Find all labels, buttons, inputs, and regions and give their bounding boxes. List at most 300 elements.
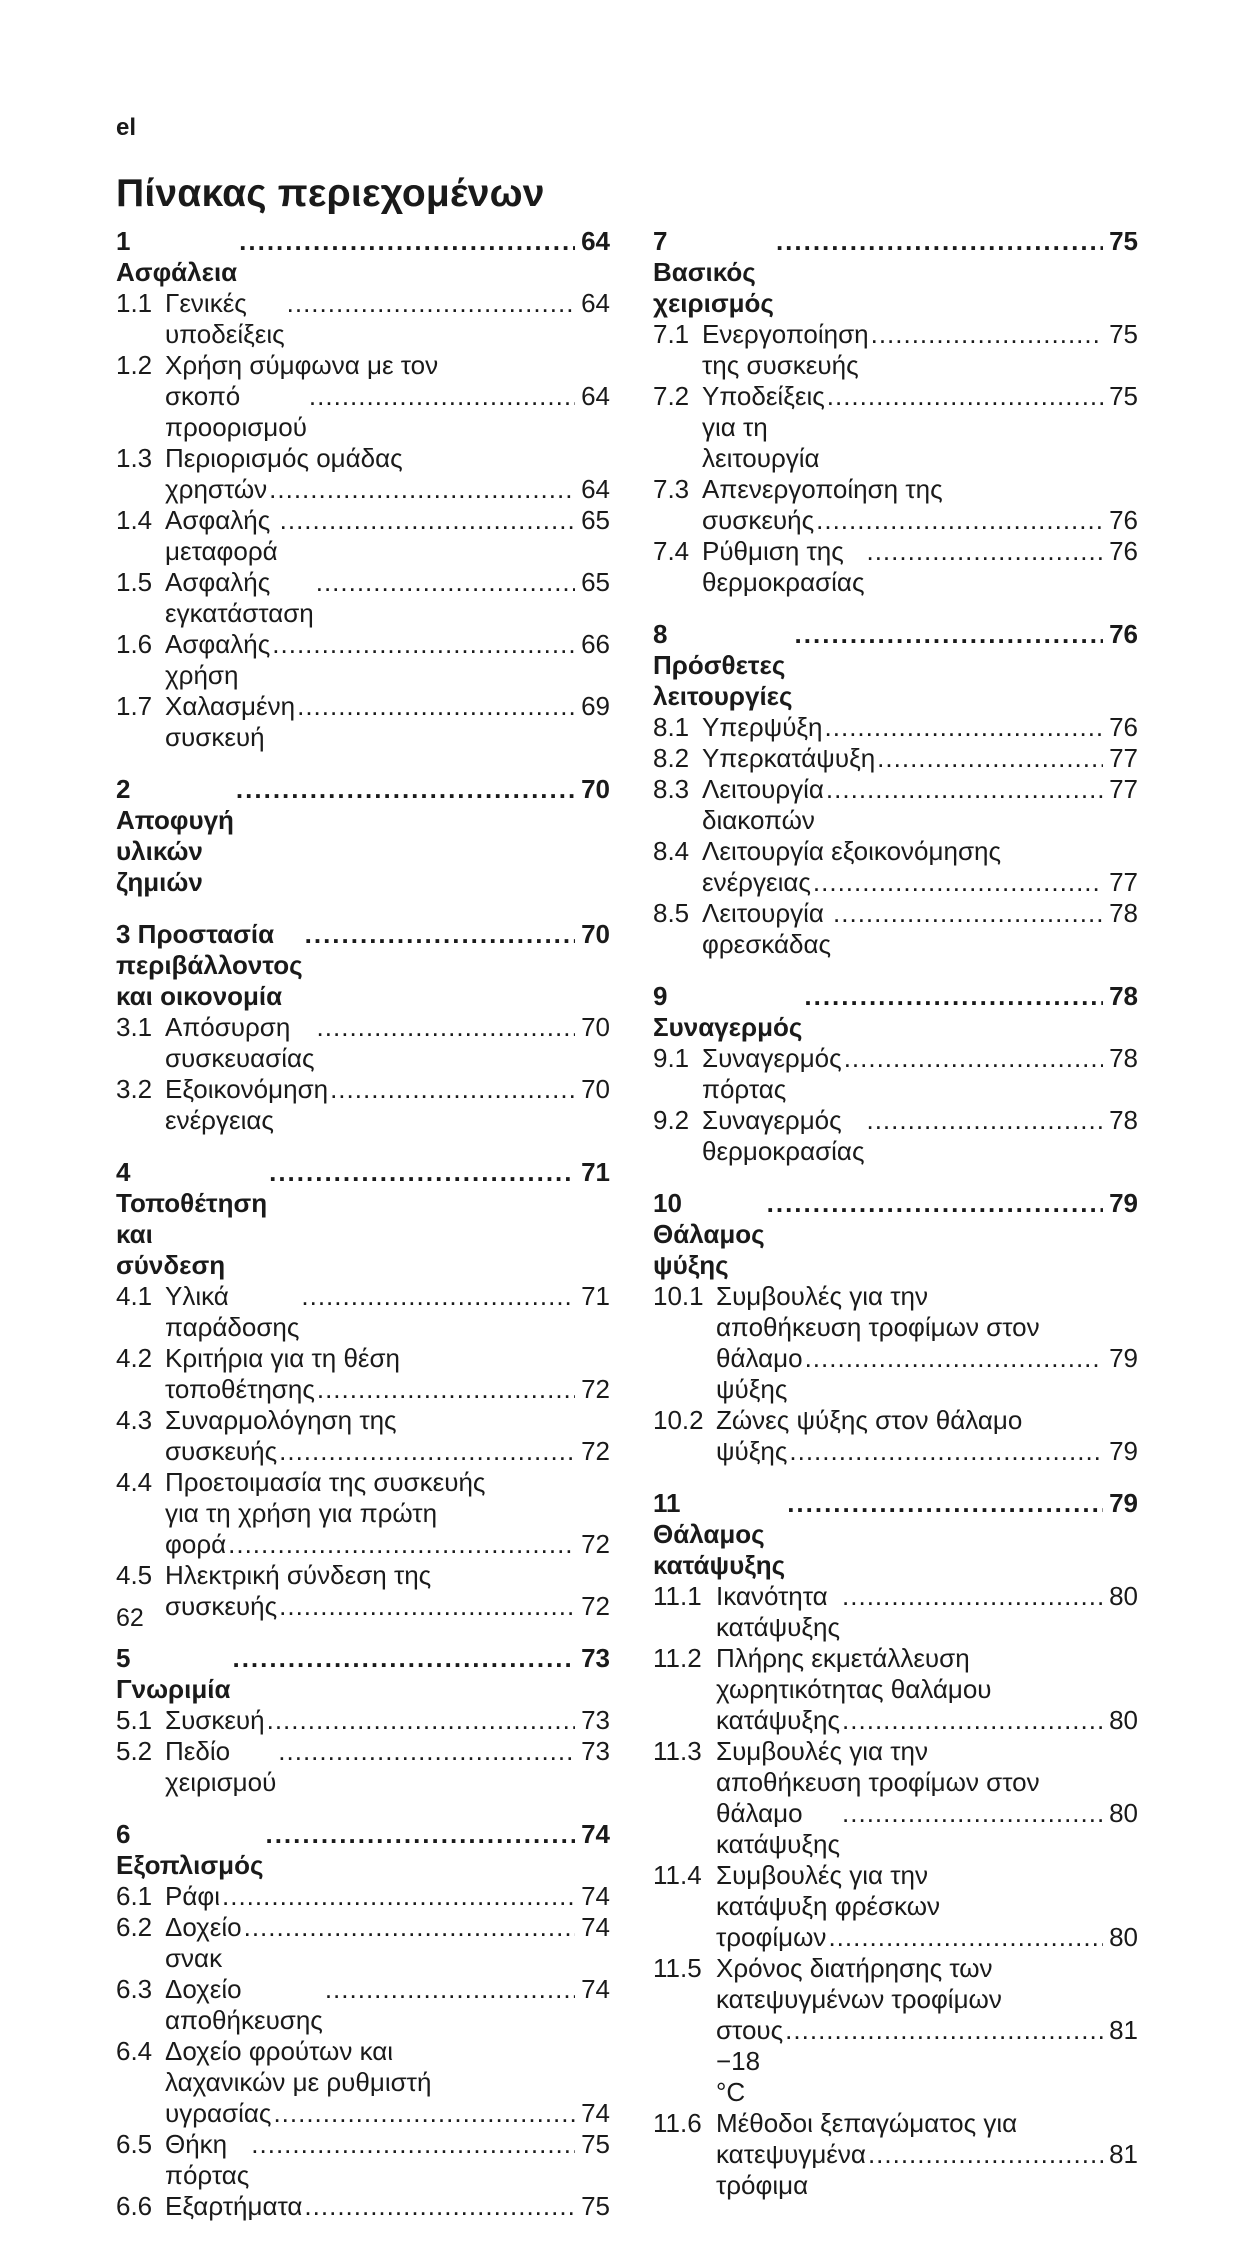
entry-title: Γενικές υποδείξεις	[165, 288, 285, 349]
dot-leader	[309, 381, 575, 412]
entry-last-line	[165, 1736, 610, 1798]
toc-section	[116, 1643, 610, 1798]
entry-last-line	[165, 1881, 610, 1912]
entry-title: συσκευής	[165, 1436, 278, 1466]
chapter-page: 76	[1109, 619, 1138, 649]
dot-leader	[272, 629, 575, 660]
entry-page: 66	[581, 629, 610, 659]
entry-number: 4.4	[116, 1467, 153, 1497]
entry-page: 74	[581, 1912, 610, 1942]
entry-page: 78	[1109, 898, 1138, 928]
entry-body	[702, 774, 1138, 836]
entry-page: 72	[581, 1436, 610, 1466]
entry-page: 75	[1109, 381, 1138, 411]
entry-text-line: για τη χρήση για πρώτη	[165, 1498, 438, 1528]
toc-entry-link[interactable]	[653, 1581, 1138, 1643]
entry-last-line	[702, 536, 1138, 598]
entry-body	[165, 1974, 610, 2036]
entry-title: χρηστών	[165, 474, 268, 504]
chapter-page: 79	[1109, 1188, 1138, 1218]
dot-leader	[280, 505, 575, 536]
entry-number: 8.3	[653, 774, 690, 804]
toc-entry-link[interactable]	[116, 1705, 610, 1736]
entry-body	[165, 1281, 610, 1343]
entry-text-line: Συμβουλές για την	[716, 1860, 929, 1890]
entry-title: κατεψυγμένα τρόφιμα	[716, 2139, 866, 2200]
entry-number: 1.7	[116, 691, 153, 721]
language-code: el	[116, 114, 137, 141]
entry-page: 80	[1109, 1705, 1138, 1735]
entry-body	[165, 1881, 610, 1912]
entry-title: Συσκευή	[165, 1705, 265, 1735]
entry-number: 9.1	[653, 1043, 690, 1073]
entry-last-line	[716, 1343, 1138, 1405]
chapter-title: 2 Αποφυγή υλικών ζημιών	[116, 774, 234, 897]
toc-entry-link[interactable]	[116, 505, 610, 567]
entry-number: 11.5	[653, 1953, 702, 1983]
dot-leader	[305, 919, 575, 950]
toc-chapter-link[interactable]	[116, 1819, 610, 1881]
page-title: Πίνακας περιεχομένων	[116, 172, 545, 215]
entry-body	[165, 691, 610, 753]
entry-body	[165, 1343, 610, 1405]
entry-page: 73	[581, 1705, 610, 1735]
entry-last-line	[716, 1705, 1138, 1736]
toc-entry-link[interactable]	[116, 2036, 610, 2129]
entry-last-line	[165, 2129, 610, 2191]
dot-leader	[816, 505, 1103, 536]
toc-chapter-link[interactable]	[116, 1157, 610, 1281]
entry-title: φορά	[165, 1529, 227, 1559]
entry-last-line	[165, 381, 610, 443]
chapter-title: 10 Θάλαμος ψύξης	[653, 1188, 765, 1280]
toc-entry-link[interactable]	[116, 629, 610, 691]
dot-leader	[833, 898, 1103, 929]
entry-text-line: Χρόνος διατήρησης των	[716, 1953, 993, 1983]
dot-leader	[866, 536, 1103, 567]
toc-chapter-link[interactable]	[653, 226, 1138, 319]
chapter-page: 70	[581, 774, 610, 804]
entry-text-line: Συναρμολόγηση της	[165, 1405, 397, 1435]
entry-title: Θήκη πόρτας	[165, 2129, 250, 2190]
toc-entry-link[interactable]	[653, 1953, 1138, 2108]
dot-leader	[789, 1436, 1103, 1467]
toc-entry-link[interactable]	[116, 1560, 610, 1622]
chapter-page: 74	[581, 1819, 610, 1849]
toc-chapter-link[interactable]	[653, 619, 1138, 712]
toc-entry-link[interactable]	[116, 2191, 610, 2222]
entry-page: 81	[1109, 2015, 1138, 2045]
entry-text-line: χωρητικότητας θαλάμου	[716, 1674, 992, 1704]
toc-entry-link[interactable]	[116, 691, 610, 753]
toc-entry-link[interactable]	[653, 1860, 1138, 1953]
entry-body	[702, 381, 1138, 474]
entry-page: 75	[581, 2191, 610, 2221]
toc-entry-link[interactable]	[116, 2129, 610, 2191]
toc-entry-link[interactable]	[653, 1043, 1138, 1105]
entry-title: Ασφαλής χρήση	[165, 629, 271, 690]
entry-title: τοποθέτησης	[165, 1374, 315, 1404]
toc-entry-link[interactable]	[653, 1405, 1138, 1467]
toc-chapter-link[interactable]	[653, 1488, 1138, 1581]
dot-leader	[813, 867, 1103, 898]
entry-last-line	[702, 867, 1138, 898]
toc-entry-link[interactable]	[116, 1881, 610, 1912]
entry-body	[702, 1105, 1138, 1167]
entry-title: Δοχείο σνακ	[165, 1912, 242, 1973]
dot-leader	[842, 1581, 1103, 1612]
toc-chapter-link[interactable]	[116, 919, 610, 1012]
entry-number: 5.1	[116, 1705, 153, 1735]
entry-text-line: κατεψυγμένων τροφίμων	[716, 1984, 1002, 2014]
entry-number: 11.4	[653, 1860, 702, 1890]
dot-leader	[269, 474, 575, 505]
entry-page: 70	[581, 1012, 610, 1042]
entry-last-line	[716, 2139, 1138, 2201]
toc-entry-link[interactable]	[116, 350, 610, 443]
entry-number: 6.1	[116, 1881, 153, 1911]
chapter-page: 64	[581, 226, 610, 256]
entry-last-line	[716, 2015, 1138, 2108]
toc-chapter-link[interactable]	[116, 226, 610, 288]
entry-last-line	[165, 1012, 610, 1074]
toc-section	[653, 981, 1138, 1167]
entry-title: τροφίμων	[716, 1922, 827, 1952]
entry-number: 7.1	[653, 319, 690, 349]
entry-title: Υπερψύξη	[702, 712, 823, 742]
entry-title: υγρασίας	[165, 2098, 272, 2128]
entry-last-line	[165, 691, 610, 753]
toc-entry-link[interactable]	[653, 743, 1138, 774]
chapter-title: 4 Τοποθέτηση και σύνδεση	[116, 1157, 268, 1280]
entry-title: στους −18 °C	[716, 2015, 784, 2107]
dot-leader	[868, 2139, 1103, 2170]
toc-entry-link[interactable]	[653, 1281, 1138, 1405]
entry-last-line	[165, 288, 610, 350]
toc-entry-link[interactable]	[653, 1736, 1138, 1860]
entry-number: 6.6	[116, 2191, 153, 2221]
entry-number: 1.4	[116, 505, 153, 535]
entry-title: Πεδίο χειρισμού	[165, 1736, 277, 1797]
dot-leader	[267, 1705, 575, 1736]
dot-leader	[877, 743, 1103, 774]
toc-entry-link[interactable]	[116, 1467, 610, 1560]
entry-page: 80	[1109, 1798, 1138, 1828]
chapter-page: 78	[1109, 981, 1138, 1011]
entry-title: σκοπό προορισμού	[165, 381, 307, 442]
toc-entry-link[interactable]	[116, 1912, 610, 1974]
toc-entry-link[interactable]	[116, 288, 610, 350]
entry-text-line: Συμβουλές για την	[716, 1736, 929, 1766]
entry-number: 7.3	[653, 474, 690, 504]
entry-body	[165, 505, 610, 567]
entry-text-line: αποθήκευση τροφίμων στον	[716, 1312, 1040, 1342]
toc-entry-link[interactable]	[116, 1974, 610, 2036]
entry-page: 77	[1109, 774, 1138, 804]
entry-text-line: Λειτουργία εξοικονόμησης	[702, 836, 1001, 866]
entry-text-line: Ζώνες ψύξης στον θάλαμο	[716, 1405, 1023, 1435]
entry-title: Ρύθμιση της θερμοκρασίας	[702, 536, 865, 597]
entry-number: 6.3	[116, 1974, 153, 2004]
entry-number: 4.2	[116, 1343, 153, 1373]
entry-last-line	[716, 1798, 1138, 1860]
toc-chapter-link[interactable]	[116, 1643, 610, 1705]
entry-number: 11.3	[653, 1736, 702, 1766]
entry-number: 1.6	[116, 629, 153, 659]
toc-entry-link[interactable]	[653, 319, 1138, 381]
entry-body	[716, 1736, 1138, 1860]
entry-title: Εξοικονόμηση ενέργειας	[165, 1074, 329, 1135]
dot-leader	[279, 1436, 575, 1467]
entry-body	[165, 2129, 610, 2191]
toc-column-left	[116, 226, 610, 2243]
entry-body	[165, 1560, 610, 1622]
entry-title: Συναγερμός πόρτας	[702, 1043, 842, 1104]
dot-leader	[787, 1488, 1103, 1519]
chapter-title: 7 Βασικός χειρισμός	[653, 226, 774, 318]
entry-text-line: αποθήκευση τροφίμων στον	[716, 1767, 1040, 1797]
chapter-title: 6 Εξοπλισμός	[116, 1819, 264, 1880]
toc-entry-link[interactable]	[653, 836, 1138, 898]
entry-title: συσκευής	[165, 1591, 278, 1621]
dot-leader	[273, 2098, 575, 2129]
chapter-title: 9 Συναγερμός	[653, 981, 803, 1042]
entry-page: 77	[1109, 743, 1138, 773]
entry-body	[702, 474, 1138, 536]
entry-last-line	[165, 474, 610, 505]
entry-page: 64	[581, 381, 610, 411]
entry-body	[165, 567, 610, 629]
entry-page: 72	[581, 1529, 610, 1559]
entry-number: 10.1	[653, 1281, 704, 1311]
entry-text-line: λαχανικών με ρυθμιστή	[165, 2067, 432, 2097]
entry-title: Συναγερμός θερμοκρασίας	[702, 1105, 865, 1166]
entry-body	[716, 1405, 1138, 1467]
toc-entry-link[interactable]	[116, 1012, 610, 1074]
entry-title: Ασφαλής εγκατάσταση	[165, 567, 314, 628]
dot-leader	[776, 226, 1103, 257]
entry-last-line	[165, 2098, 610, 2129]
page-number: 62	[116, 1604, 144, 1632]
dot-leader	[222, 1881, 575, 1912]
chapter-page: 79	[1109, 1488, 1138, 1518]
entry-body	[702, 319, 1138, 381]
dot-leader	[330, 1074, 575, 1105]
entry-text-line: Κριτήρια για τη θέση	[165, 1343, 401, 1373]
entry-number: 6.2	[116, 1912, 153, 1942]
toc-entry-link[interactable]	[653, 536, 1138, 598]
entry-body	[165, 2036, 610, 2129]
entry-body	[716, 1581, 1138, 1643]
entry-page: 65	[581, 567, 610, 597]
entry-title: ψύξης	[716, 1436, 788, 1466]
dot-leader	[269, 1157, 575, 1188]
entry-text-line: Περιορισμός ομάδας	[165, 443, 403, 473]
entry-page: 75	[1109, 319, 1138, 349]
entry-last-line	[716, 1436, 1138, 1467]
dot-leader	[232, 1643, 575, 1674]
entry-page: 78	[1109, 1105, 1138, 1135]
entry-title: Ασφαλής μεταφορά	[165, 505, 278, 566]
chapter-title: 11 Θάλαμος κατάψυξης	[653, 1488, 786, 1580]
dot-leader	[804, 981, 1103, 1012]
entry-last-line	[702, 743, 1138, 774]
entry-number: 6.5	[116, 2129, 153, 2159]
toc-entry-link[interactable]	[653, 2108, 1138, 2201]
entry-page: 71	[581, 1281, 610, 1311]
dot-leader	[278, 1736, 575, 1767]
entry-title: ενέργειας	[702, 867, 811, 897]
toc-entry-link[interactable]	[116, 567, 610, 629]
toc-chapter-link[interactable]	[653, 1188, 1138, 1281]
entry-title: Απόσυρση συσκευασίας	[165, 1012, 315, 1073]
entry-page: 79	[1109, 1343, 1138, 1373]
toc-section	[653, 226, 1138, 598]
entry-text-line: κατάψυξη φρέσκων	[716, 1891, 940, 1921]
dot-leader	[826, 774, 1103, 805]
chapter-title: 8 Πρόσθετες λειτουργίες	[653, 619, 793, 711]
entry-number: 8.2	[653, 743, 690, 773]
entry-page: 75	[581, 2129, 610, 2159]
entry-title: Υπερκατάψυξη	[702, 743, 876, 773]
toc-entry-link[interactable]	[653, 474, 1138, 536]
toc-entry-link[interactable]	[116, 1343, 610, 1405]
chapter-title: 5 Γνωριμία	[116, 1643, 231, 1704]
entry-text-line: Ηλεκτρική σύνδεση της	[165, 1560, 432, 1590]
entry-page: 73	[581, 1736, 610, 1766]
dot-leader	[827, 381, 1103, 412]
entry-last-line	[702, 712, 1138, 743]
toc-entry-link[interactable]	[116, 443, 610, 505]
entry-number: 10.2	[653, 1405, 704, 1435]
dot-leader	[844, 1043, 1103, 1074]
toc-entry-link[interactable]	[116, 1074, 610, 1136]
entry-body	[716, 2108, 1138, 2201]
entry-title: Εξαρτήματα	[165, 2191, 303, 2221]
chapter-page: 71	[581, 1157, 610, 1187]
entry-page: 77	[1109, 867, 1138, 897]
entry-title: Ράφι	[165, 1881, 221, 1911]
entry-body	[165, 2191, 610, 2222]
entry-number: 7.4	[653, 536, 690, 566]
entry-title: θάλαμο κατάψυξης	[716, 1798, 841, 1859]
entry-page: 72	[581, 1374, 610, 1404]
dot-leader	[871, 319, 1103, 350]
toc-section	[653, 1188, 1138, 1467]
dot-leader	[842, 1705, 1103, 1736]
toc-entry-link[interactable]	[653, 381, 1138, 474]
entry-title: Δοχείο αποθήκευσης	[165, 1974, 323, 2035]
entry-page: 65	[581, 505, 610, 535]
entry-number: 7.2	[653, 381, 690, 411]
toc-entry-link[interactable]	[653, 712, 1138, 743]
entry-last-line	[165, 1912, 610, 1974]
toc-entry-link[interactable]	[653, 774, 1138, 836]
entry-page: 69	[581, 691, 610, 721]
toc-entry-link[interactable]	[116, 1405, 610, 1467]
entry-number: 11.2	[653, 1643, 702, 1673]
entry-number: 8.5	[653, 898, 690, 928]
entry-text-line: Μέθοδοι ξεπαγώματος για	[716, 2108, 1018, 2138]
entry-body	[165, 1467, 610, 1560]
entry-last-line	[165, 1281, 610, 1343]
toc-entry-link[interactable]	[116, 1736, 610, 1798]
dot-leader	[304, 2191, 575, 2222]
entry-number: 4.3	[116, 1405, 153, 1435]
toc-entry-link[interactable]	[653, 898, 1138, 960]
chapter-title: 3 Προστασία περιβάλλοντος και οικονομία	[116, 919, 303, 1011]
toc-entry-link[interactable]	[116, 1281, 610, 1343]
entry-body	[165, 1912, 610, 1974]
entry-last-line	[702, 1043, 1138, 1105]
dot-leader	[239, 226, 575, 257]
entry-last-line	[165, 505, 610, 567]
toc-entry-link[interactable]	[653, 1643, 1138, 1736]
toc-column-right	[653, 226, 1138, 2222]
entry-last-line	[165, 567, 610, 629]
entry-page: 76	[1109, 505, 1138, 535]
entry-text-line: Απενεργοποίηση της	[702, 474, 943, 504]
entry-body	[702, 536, 1138, 598]
entry-title: Λειτουργία φρεσκάδας	[702, 898, 832, 959]
dot-leader	[265, 1819, 575, 1850]
entry-number: 1.2	[116, 350, 153, 380]
entry-body	[165, 629, 610, 691]
dot-leader	[828, 1922, 1103, 1953]
dot-leader	[785, 2015, 1103, 2046]
entry-page: 64	[581, 474, 610, 504]
entry-body	[165, 288, 610, 350]
entry-number: 3.2	[116, 1074, 153, 1104]
entry-text-line: Χρήση σύμφωνα με τον	[165, 350, 439, 380]
dot-leader	[866, 1105, 1103, 1136]
toc-section	[116, 1819, 610, 2222]
entry-page: 64	[581, 288, 610, 318]
dot-leader	[825, 712, 1104, 743]
entry-page: 80	[1109, 1581, 1138, 1611]
entry-body	[165, 1074, 610, 1136]
entry-number: 3.1	[116, 1012, 153, 1042]
dot-leader	[317, 1012, 576, 1043]
toc-chapter-link[interactable]	[653, 981, 1138, 1043]
toc-chapter-link[interactable]	[116, 774, 610, 898]
dot-leader	[316, 567, 575, 598]
entry-last-line	[165, 1974, 610, 2036]
dot-leader	[244, 1912, 575, 1943]
entry-last-line	[702, 774, 1138, 836]
entry-number: 8.1	[653, 712, 690, 742]
toc-section	[116, 774, 610, 898]
entry-number: 1.3	[116, 443, 153, 473]
entry-last-line	[165, 629, 610, 691]
entry-body	[165, 443, 610, 505]
dot-leader	[301, 1281, 575, 1312]
entry-last-line	[702, 505, 1138, 536]
entry-title: Υλικά παράδοσης	[165, 1281, 300, 1342]
toc-entry-link[interactable]	[653, 1105, 1138, 1167]
entry-page: 78	[1109, 1043, 1138, 1073]
dot-leader	[287, 288, 575, 319]
entry-number: 4.1	[116, 1281, 153, 1311]
toc-section	[116, 919, 610, 1136]
entry-title: Ενεργοποίηση της συσκευής	[702, 319, 869, 380]
entry-last-line	[165, 1529, 610, 1560]
entry-last-line	[702, 898, 1138, 960]
dot-leader	[805, 1343, 1104, 1374]
entry-page: 74	[581, 2098, 610, 2128]
entry-title: Χαλασμένη συσκευή	[165, 691, 296, 752]
toc-section	[116, 226, 610, 753]
